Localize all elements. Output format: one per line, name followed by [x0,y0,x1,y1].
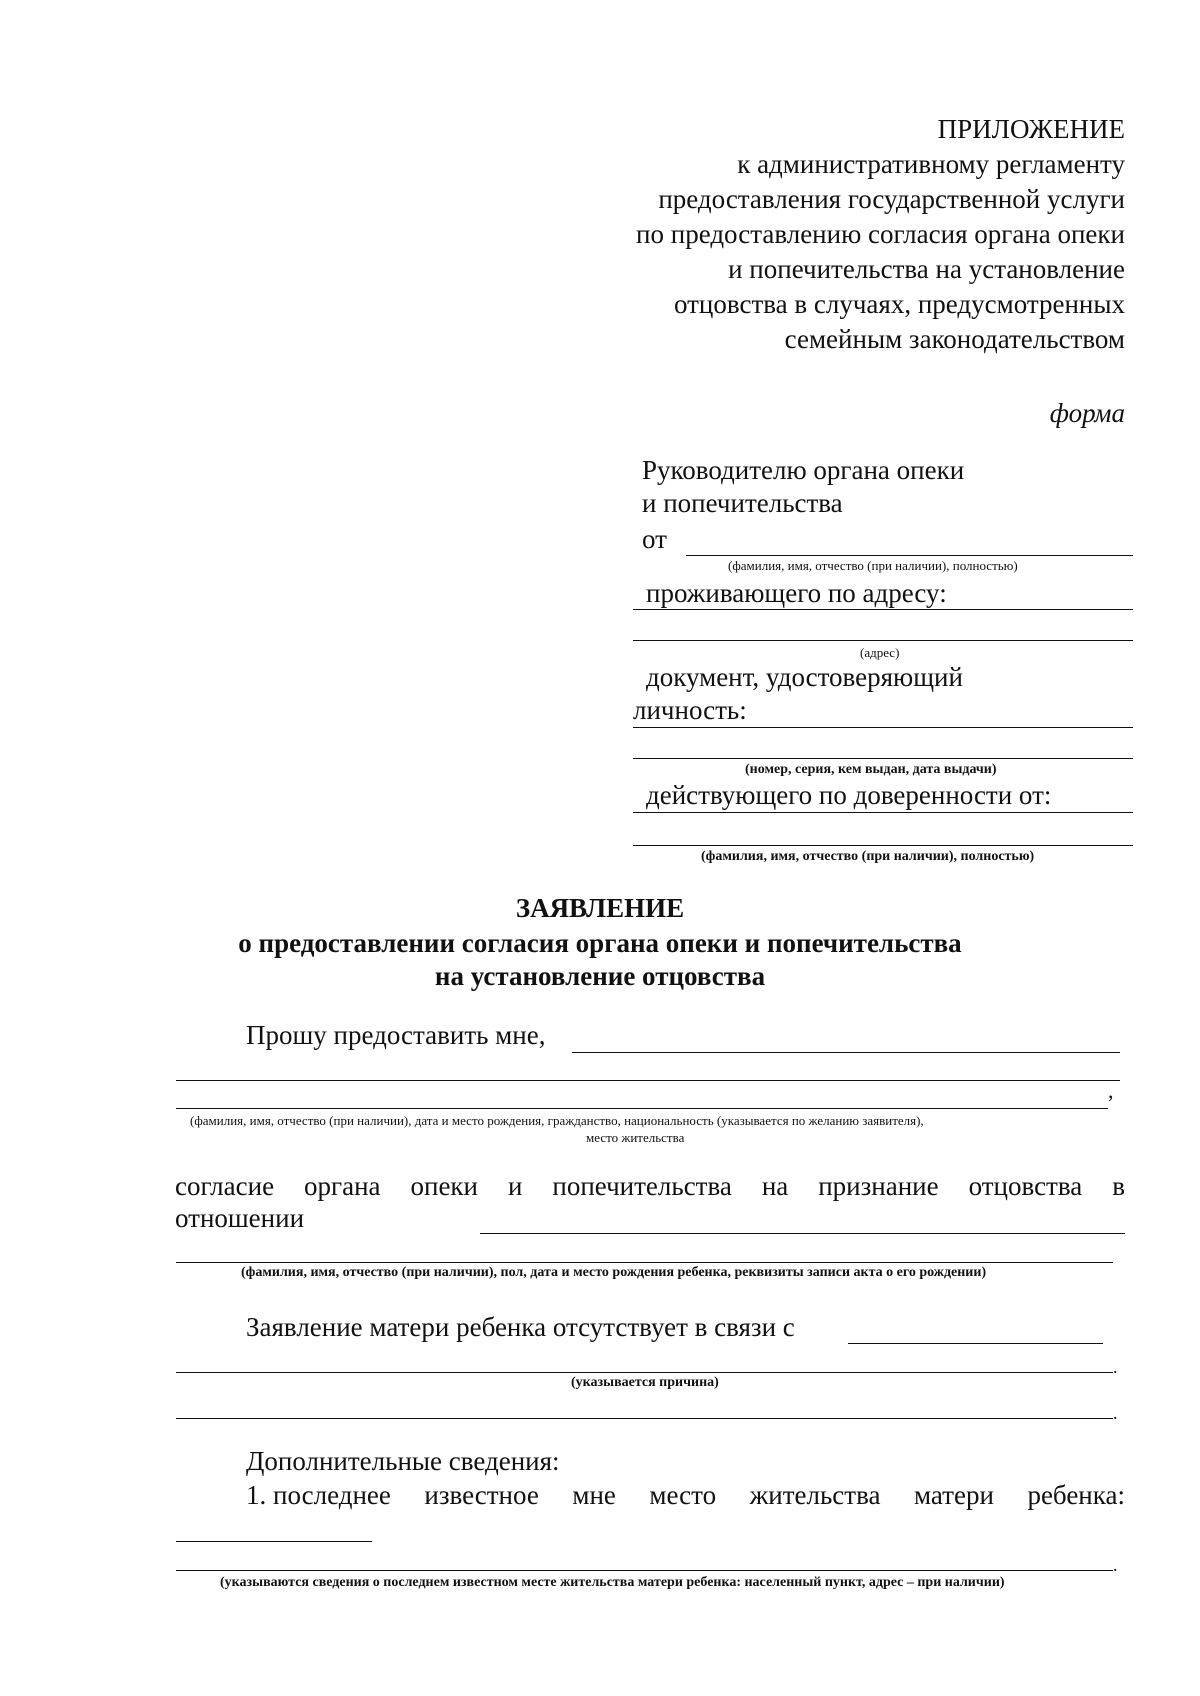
item1-word: 1. последнее [246,1480,391,1510]
document-subtitle: о предоставлении согласия органа опеки и попечительства [238,928,962,958]
consent-word: на [761,1171,789,1201]
appendix-line: по предоставлению согласия органа опеки [636,219,1125,249]
additional-label: Дополнительные сведения: [246,1446,560,1476]
item1-word: известное [424,1480,539,1510]
addressee-line-1: Руководителю органа опеки [642,455,965,485]
addressee-line-2: и попечительства [642,488,843,518]
request-label: Прошу предоставить мне, [246,1020,546,1050]
mother-absent-label: Заявление матери ребенка отсутствует в связи с [246,1312,795,1342]
appendix-line: предоставления государственной услуги [658,184,1125,214]
appendix-line: к административному регламенту [737,149,1125,179]
applicant-field-2[interactable] [176,1080,1120,1081]
residence-field-2[interactable] [176,1570,1113,1571]
item1-word: место [649,1480,717,1510]
residing-field[interactable] [633,609,1133,610]
consent-word: попечительства [552,1171,732,1201]
reason-field-1[interactable] [848,1343,1103,1344]
period: . [1113,1403,1118,1423]
consent-word: и [507,1171,523,1201]
period: . [1113,1555,1118,1575]
proxy-field-1[interactable] [633,812,1133,813]
item1-word: мне [572,1480,616,1510]
residence-field-1[interactable] [176,1541,372,1542]
applicant-field-3[interactable] [176,1108,1108,1109]
document-label-2: личность: [633,695,747,725]
consent-line [175,1171,1125,1202]
from-field[interactable] [686,555,1133,556]
form-label: форма [1049,398,1125,428]
appendix-heading: ПРИЛОЖЕНИЕ [937,114,1125,144]
proxy-field-2[interactable] [633,845,1133,846]
appendix-line: и попечительства на установление [728,254,1125,284]
reason-field-2[interactable] [176,1372,1113,1373]
applicant-field-1[interactable] [572,1052,1120,1053]
reason-caption: (указывается причина) [571,1375,719,1390]
from-label: от [642,524,667,554]
consent-word: опеки [410,1171,478,1201]
proxy-caption: (фамилия, имя, отчество (при наличии), полностью) [701,849,1035,864]
address-field[interactable] [633,640,1133,641]
item1-word: жительства [749,1480,881,1510]
residing-label: проживающего по адресу: [646,578,947,608]
document-field-1[interactable] [633,727,1133,728]
residence-caption: (указываются сведения о последнем известном месте жительства матери ребенка: населенный пункт, адрес – при наличии) [220,1575,1005,1590]
child-field-2[interactable] [176,1262,1113,1263]
regarding-label: отношении [175,1203,305,1233]
consent-word: согласие [175,1171,275,1201]
appendix-line: семейным законодательством [784,324,1125,354]
consent-word: признание [818,1171,939,1201]
document-subtitle-2: на установление отцовства [434,961,766,991]
appendix-header [636,112,1125,357]
document-field-2[interactable] [633,758,1133,759]
from-caption: (фамилия, имя, отчество (при наличии), полностью) [728,558,1018,573]
item1-word: ребенка: [1027,1480,1125,1510]
document-title: ЗАЯВЛЕНИЕ [515,893,685,923]
document-caption: (номер, серия, кем выдан, дата выдачи) [745,762,997,777]
item1-line [246,1480,1125,1511]
proxy-label: действующего по доверенности от: [646,780,1052,810]
consent-word: отцовства [968,1171,1083,1201]
document-label-1: документ, удостоверяющий [646,662,963,692]
comma: , [1108,1078,1114,1103]
appendix-line: отцовства в случаях, предусмотренных [673,289,1125,319]
address-caption: (адрес) [860,645,900,660]
child-caption: (фамилия, имя, отчество (при наличии), пол, дата и место рождения ребенка, реквизиты записи акта о его рождении) [241,1265,987,1280]
reason-field-3[interactable] [176,1418,1113,1419]
child-field-1[interactable] [480,1233,1125,1234]
item1-word: матери [914,1480,994,1510]
applicant-caption: (фамилия, имя, отчество (при наличии), дата и место рождения, гражданство, национальность (указывается по желанию заявителя), [190,1113,924,1128]
applicant-caption-2: место жительства [586,1130,685,1145]
period: . [1113,1357,1118,1377]
consent-word: в [1112,1171,1125,1201]
consent-word: органа [304,1171,381,1201]
